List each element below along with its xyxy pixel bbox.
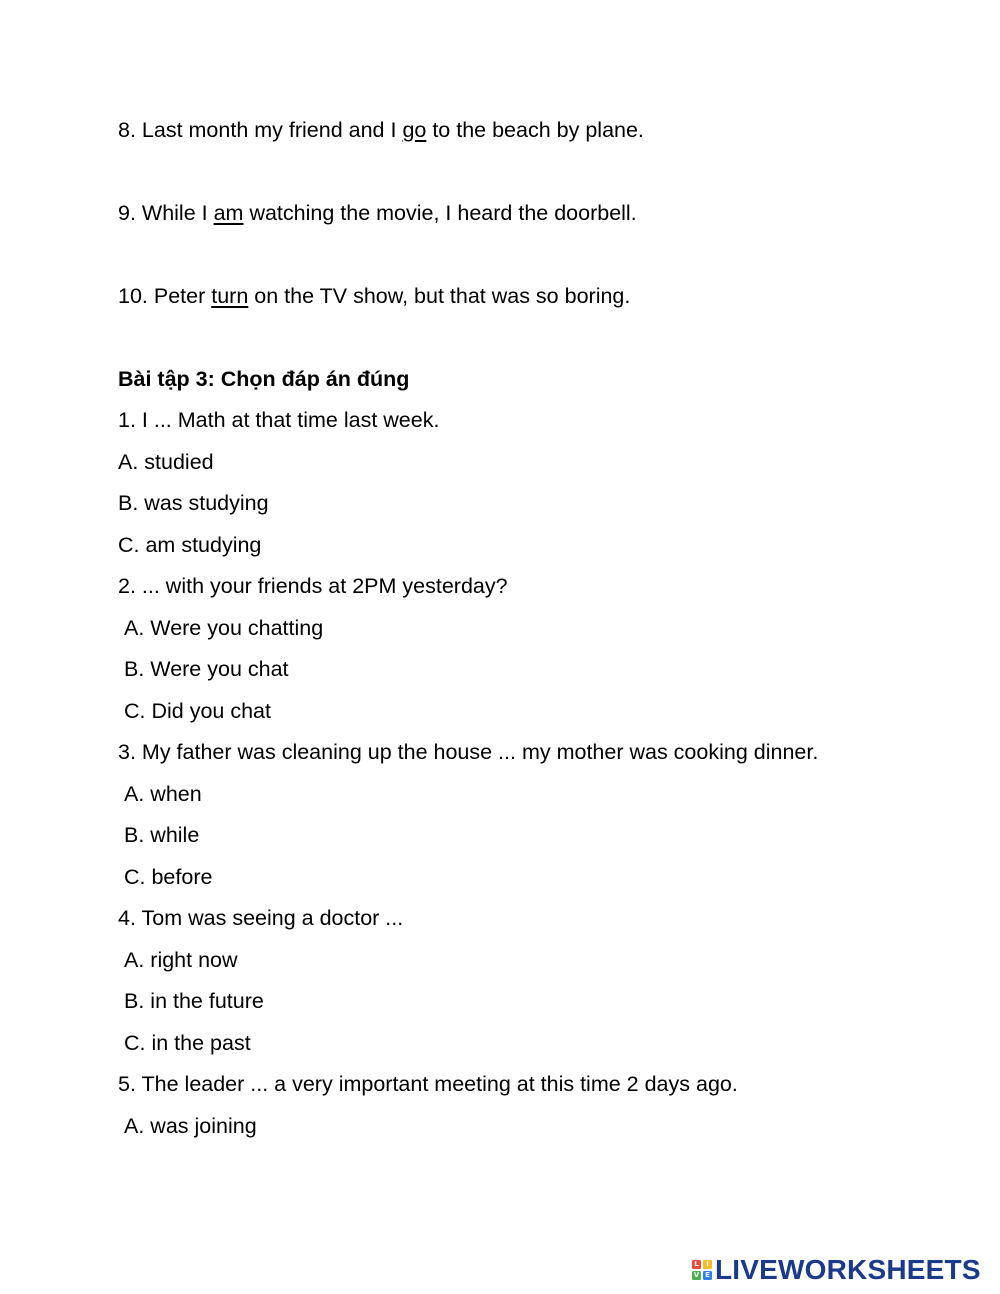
- underlined-verb: go: [402, 118, 427, 142]
- exercise2-item-10: 10. Peter turn on the TV show, but that was so boring.: [118, 284, 631, 308]
- underlined-verb: turn: [211, 284, 249, 308]
- question-4-option-c[interactable]: C. in the past: [124, 1031, 251, 1055]
- question-1-option-b[interactable]: B. was studying: [118, 491, 269, 515]
- exercise2-item-8: 8. Last month my friend and I go to the beach by plane.: [118, 118, 644, 142]
- exercise2-item-9: 9. While I am watching the movie, I heard the doorbell.: [118, 201, 637, 225]
- question-4-prompt: 4. Tom was seeing a doctor ...: [118, 906, 404, 930]
- underlined-verb: am: [213, 201, 244, 225]
- question-1-option-a[interactable]: A. studied: [118, 450, 214, 474]
- question-2-option-a[interactable]: A. Were you chatting: [124, 616, 324, 640]
- question-4-option-a[interactable]: A. right now: [124, 948, 238, 972]
- liveworksheets-logo: [692, 1254, 981, 1286]
- logo-text: LIVEWORKSHEETS: [715, 1254, 981, 1285]
- logo-mark-i: I: [703, 1260, 712, 1269]
- logo-mark-v: V: [693, 1271, 700, 1279]
- liveworksheets-logo-icon: [692, 1260, 712, 1280]
- question-3-option-a[interactable]: A. when: [124, 782, 202, 806]
- question-1-option-c[interactable]: C. am studying: [118, 533, 262, 557]
- logo-mark-e: E: [703, 1271, 712, 1280]
- question-3-option-c[interactable]: C. before: [124, 865, 213, 889]
- question-2-option-b[interactable]: B. Were you chat: [124, 657, 289, 681]
- question-5-prompt: 5. The leader ... a very important meeting at this time 2 days ago.: [118, 1072, 738, 1096]
- logo-mark-l: L: [692, 1260, 701, 1269]
- question-3-option-b[interactable]: B. while: [124, 823, 200, 847]
- question-5-option-a[interactable]: A. was joining: [124, 1114, 257, 1138]
- question-2-prompt: 2. ... with your friends at 2PM yesterday?: [118, 574, 508, 598]
- exercise3-heading: Bài tập 3: Chọn đáp án đúng: [118, 367, 410, 391]
- question-2-option-c[interactable]: C. Did you chat: [124, 699, 271, 723]
- question-3-prompt: 3. My father was cleaning up the house ... my mother was cooking dinner.: [118, 740, 819, 764]
- question-4-option-b[interactable]: B. in the future: [124, 989, 264, 1013]
- question-1-prompt: 1. I ... Math at that time last week.: [118, 408, 440, 432]
